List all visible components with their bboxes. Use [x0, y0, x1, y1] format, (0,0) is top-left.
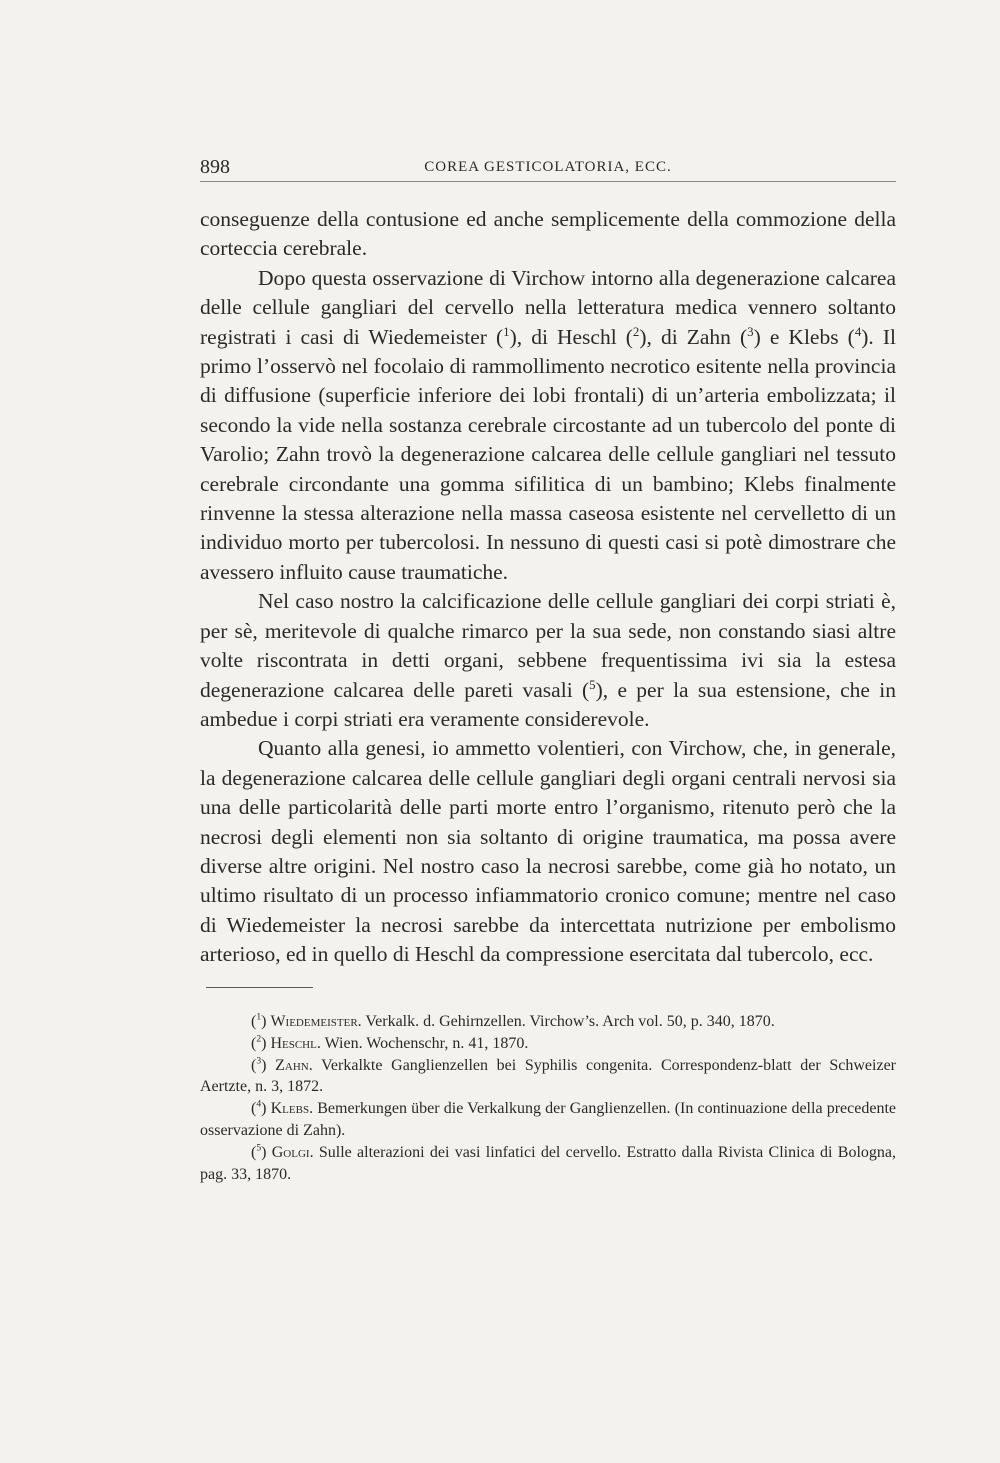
footnote-4: ($^4$) Klebs. Bemerkungen über die Verkalkung der Ganglienzellen. (In continuazione della precedente osservazione di Zahn). — [200, 1098, 896, 1139]
footnote-5: ($^5$) Golgi. Sulle alterazioni dei vasi linfatici del cervello. Estratto dalla Rivista Clinica di Bologna, pag. 33, 1870. — [200, 1142, 897, 1183]
page-header — [200, 156, 896, 180]
paragraph-2-part-b: ), di Heschl ( — [509, 324, 633, 349]
paragraph-2-part-c: ), di Zahn ( — [639, 324, 748, 349]
footnote-author-4: Klebs — [270, 1100, 310, 1118]
footnote-ref-1: 1 — [503, 324, 510, 339]
footnote-author-2: Heschl — [270, 1034, 317, 1052]
paragraph-1: conseguenze della contusione ed anche semplicemente della commozione della corteccia cerebrale. — [200, 207, 896, 261]
footnote-ref-2: 2 — [632, 324, 640, 339]
footnote-2: ($^2$) Heschl. Wien. Wochenschr, n. 41, 1870. — [251, 1033, 529, 1052]
footnote-mark-4: 4 — [256, 1098, 262, 1110]
paragraph-2-part-a: Dopo questa osservazione di Virchow intorno alla degenerazione calcarea delle cellule gangliari del cervello nella letteratura medica vennero soltanto registrati i casi di Wiedemeister ( — [200, 265, 896, 349]
running-title: COREA GESTICOLATORIA, ECC. — [424, 159, 672, 175]
paragraph-2 — [200, 264, 896, 587]
footnote-ref-5: 5 — [589, 677, 596, 692]
footnote-author-1: Wiedemeister — [270, 1013, 358, 1030]
footnote-author-5: Golgi — [271, 1143, 310, 1161]
paragraph-2-part-d: ) e Klebs ( — [753, 324, 855, 349]
footnote-text-5: . Sulle alterazioni dei vasi linfatici del cervello. Estratto dalla Rivista Clinica di Bologna, pag. 33, 1870. — [200, 1143, 897, 1183]
footnote-1: ($^1$) Wiedemeister. Verkalk. d. Gehirnzellen. Virchow’s. Arch vol. 50, p. 340, 1870. — [251, 1011, 775, 1030]
footnote-text-4: . Bemerkungen über die Verkalkung der Ganglienzellen. (In continuazione della precedente osservazione di Zahn). — [200, 1100, 896, 1139]
footnote-rule — [206, 987, 313, 988]
footnote-ref-3: 3 — [747, 324, 754, 339]
paragraph-3-part-b: ), e per la sua estensione, che in ambedue i corpi striati era veramente considerevole. — [200, 677, 896, 731]
header-rule — [200, 181, 896, 182]
body-text — [200, 205, 896, 970]
paragraph-3-part-a: Nel caso nostro la calcificazione delle cellule gangliari dei corpi striati è, per sè, meritevole di qualche rimarco per la sua sede, non constando siasi altre volte riscontrata in detti organi, sebbene frequentissima ivi sia la estesa degenerazione calcarea delle pareti vasali ( — [200, 589, 896, 702]
footnote-text-2: . Wien. Wochenschr, n. 41, 1870. — [316, 1034, 529, 1052]
paragraph-2-part-e: ). Il primo l’osservò nel focolaio di rammollimento necrotico esitente nella provincia di diffusione (superficie inferiore dei lobi frontali) di un’arteria embolizzata; il secondo la vide nella sostanza cerebrale circostante ad un tubercolo del ponte di Varolio; Zahn trovò la degenerazione calcarea delle cellule gangliari nel tessuto cerebrale circondante una gomma sifilitica di un bambino; Klebs finalmente rinvenne la stessa alterazione nella massa caseosa esistente nel cervelletto di un individuo morto per tubercolosi. In nessuno di questi casi si potè dimostrare che avessero influito cause traumatiche. — [200, 324, 896, 584]
footnote-mark-5: 5 — [256, 1142, 262, 1154]
paragraph-3 — [200, 587, 896, 734]
footnote-author-3: Zahn — [275, 1056, 309, 1074]
footnote-ref-4: 4 — [854, 324, 862, 339]
footnote-mark-3: 3 — [256, 1055, 262, 1067]
footnote-text-3: . Verkalkte Ganglienzellen bei Syphilis congenita. Correspondenz-blatt der Schweizer Aertzte, n. 3, 1872. — [200, 1056, 896, 1096]
footnotes — [200, 1011, 896, 1185]
paragraph-4: Quanto alla genesi, io ammetto volentieri, con Virchow, che, in generale, la degenerazione calcarea delle cellule gangliari degli organi centrali nervosi sia una delle particolarità delle parti morte entro l’organismo, ritenuto però che la necrosi degli elementi non sia soltanto di origine traumatica, ma possa avere diverse altre origini. Nel nostro caso la necrosi sarebbe, come già ho notato, un ultimo risultato di un processo infiammatorio cronico comune; mentre nel caso di Wiedemeister la necrosi sarebbe da intercettata nutrizione per embolismo arterioso, ed in quello di Heschl da compressione esercitata dal tubercolo, ecc. — [200, 736, 896, 967]
footnote-text-1: . Verkalk. d. Gehirnzellen. Virchow’s. Arch vol. 50, p. 340, 1870. — [357, 1013, 775, 1030]
page-number: 898 — [200, 156, 230, 178]
footnote-mark-2: 2 — [256, 1033, 262, 1045]
footnote-3: ($^3$) Zahn. Verkalkte Ganglienzellen bei Syphilis congenita. Correspondenz-blatt der Schweizer Aertzte, n. 3, 1872. — [200, 1055, 896, 1096]
footnote-mark-1: 1 — [256, 1011, 262, 1023]
